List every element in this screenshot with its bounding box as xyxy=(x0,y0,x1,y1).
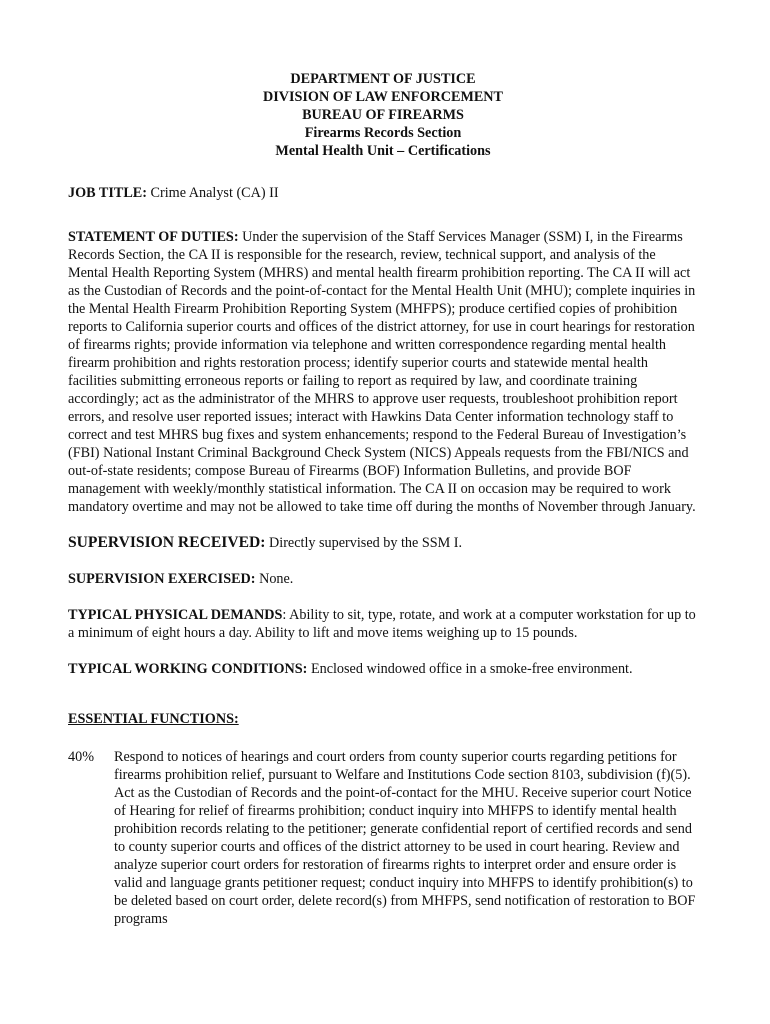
header-bureau: BUREAU OF FIREARMS xyxy=(302,107,464,123)
supervision-exercised-value: None. xyxy=(255,571,294,587)
supervision-received-value: Directly supervised by the SSM I. xyxy=(265,535,463,551)
working-conditions xyxy=(68,660,698,678)
supervision-received xyxy=(68,534,698,552)
job-title-value: Crime Analyst (CA) II xyxy=(146,185,279,201)
header-division: DIVISION OF LAW ENFORCEMENT xyxy=(262,89,504,105)
header-department: DEPARTMENT OF JUSTICE xyxy=(290,71,476,87)
statement-of-duties-text: Under the supervision of the Staff Services Manager (SSM) I, in the Firearms Records Section, the CA II is responsible for the research, review, technical support, and analysis of the Mental Health Reporting System (MHRS) and mental health firearm prohibition reporting. The CA II will act as the Custodian of Records and the point-of-contact for the Mental Health Unit (MHU); complete inquiries in the Mental Health Firearm Prohibition Reporting System (MHFPS); produce certified copies of prohibition reports to California superior courts and offices of the district attorney, for use in court hearings for restoration of firearms rights; provide information via telephone and written correspondence regarding mental health firearm prohibition and rights restoration process; identify superior courts and statewide mental health facilities submitting erroneous reports or failing to report as required by law, and coordinate training accordingly; act as the administrator of the MHRS to approve user requests, troubleshoot prohibition report errors, and resolve user reported issues; interact with Hawkins Data Center information technology staff to correct and test MHRS bug fixes and system enhancements; respond to the Federal Bureau of Investigation’s (FBI) National Instant Criminal Background Check System (NICS) Appeals requests from the FBI/NICS and out-of-state residents; compose Bureau of Firearms (BOF) Information Bulletins, and provide BOF management with weekly/monthly statistical information. The CA II on occasion may be required to work mandatory overtime and may not be allowed to take time off during the months of November through January. xyxy=(68,229,696,515)
document-header xyxy=(68,70,698,160)
supervision-received-label: SUPERVISION RECEIVED: xyxy=(68,534,266,551)
essential-function-item xyxy=(68,748,698,928)
job-title xyxy=(68,184,698,202)
supervision-exercised xyxy=(68,570,698,588)
header-section: Firearms Records Section xyxy=(304,125,462,141)
physical-demands-label: TYPICAL PHYSICAL DEMANDS xyxy=(68,607,283,623)
function-percent: 40% xyxy=(68,749,95,765)
working-conditions-value: Enclosed windowed office in a smoke-free environment. xyxy=(307,661,633,677)
physical-demands-value: : Ability to sit, type, rotate, and work at a computer workstation for up to a minimum of eight hours a day. Ability to lift and move items weighing up to 15 pounds. xyxy=(68,607,696,641)
working-conditions-label: TYPICAL WORKING CONDITIONS: xyxy=(68,661,308,677)
function-text: Respond to notices of hearings and court orders from county superior courts regarding petitions for firearms prohibition relief, pursuant to Welfare and Institutions Code section 8103, subdivision (f)(5). Act as the Custodian of Records and the point-of-contact for the MHU. Receive superior court Notice of Hearing for relief of firearms prohibition; conduct inquiry into MHFPS to identify mental health prohibition records relating to the petitioner; generate confidential report of certified records and send to county superior courts and offices of the district attorney to be used in court hearing. Review and analyze superior court orders for restoration of firearms rights to interpret order and ensure order is valid and language grants petitioner request; conduct inquiry into MHFPS to identify prohibition(s) to be deleted based on court order, delete record(s) from MHFPS, send notification of restoration to BOF programs xyxy=(114,749,696,927)
physical-demands xyxy=(68,606,698,642)
essential-functions-heading: ESSENTIAL FUNCTIONS: xyxy=(68,711,239,727)
statement-of-duties xyxy=(68,228,698,516)
supervision-exercised-label: SUPERVISION EXERCISED: xyxy=(68,571,256,587)
job-title-label: JOB TITLE: xyxy=(68,185,147,201)
statement-of-duties-label: STATEMENT OF DUTIES: xyxy=(68,229,239,245)
header-unit: Mental Health Unit – Certifications xyxy=(275,143,491,159)
